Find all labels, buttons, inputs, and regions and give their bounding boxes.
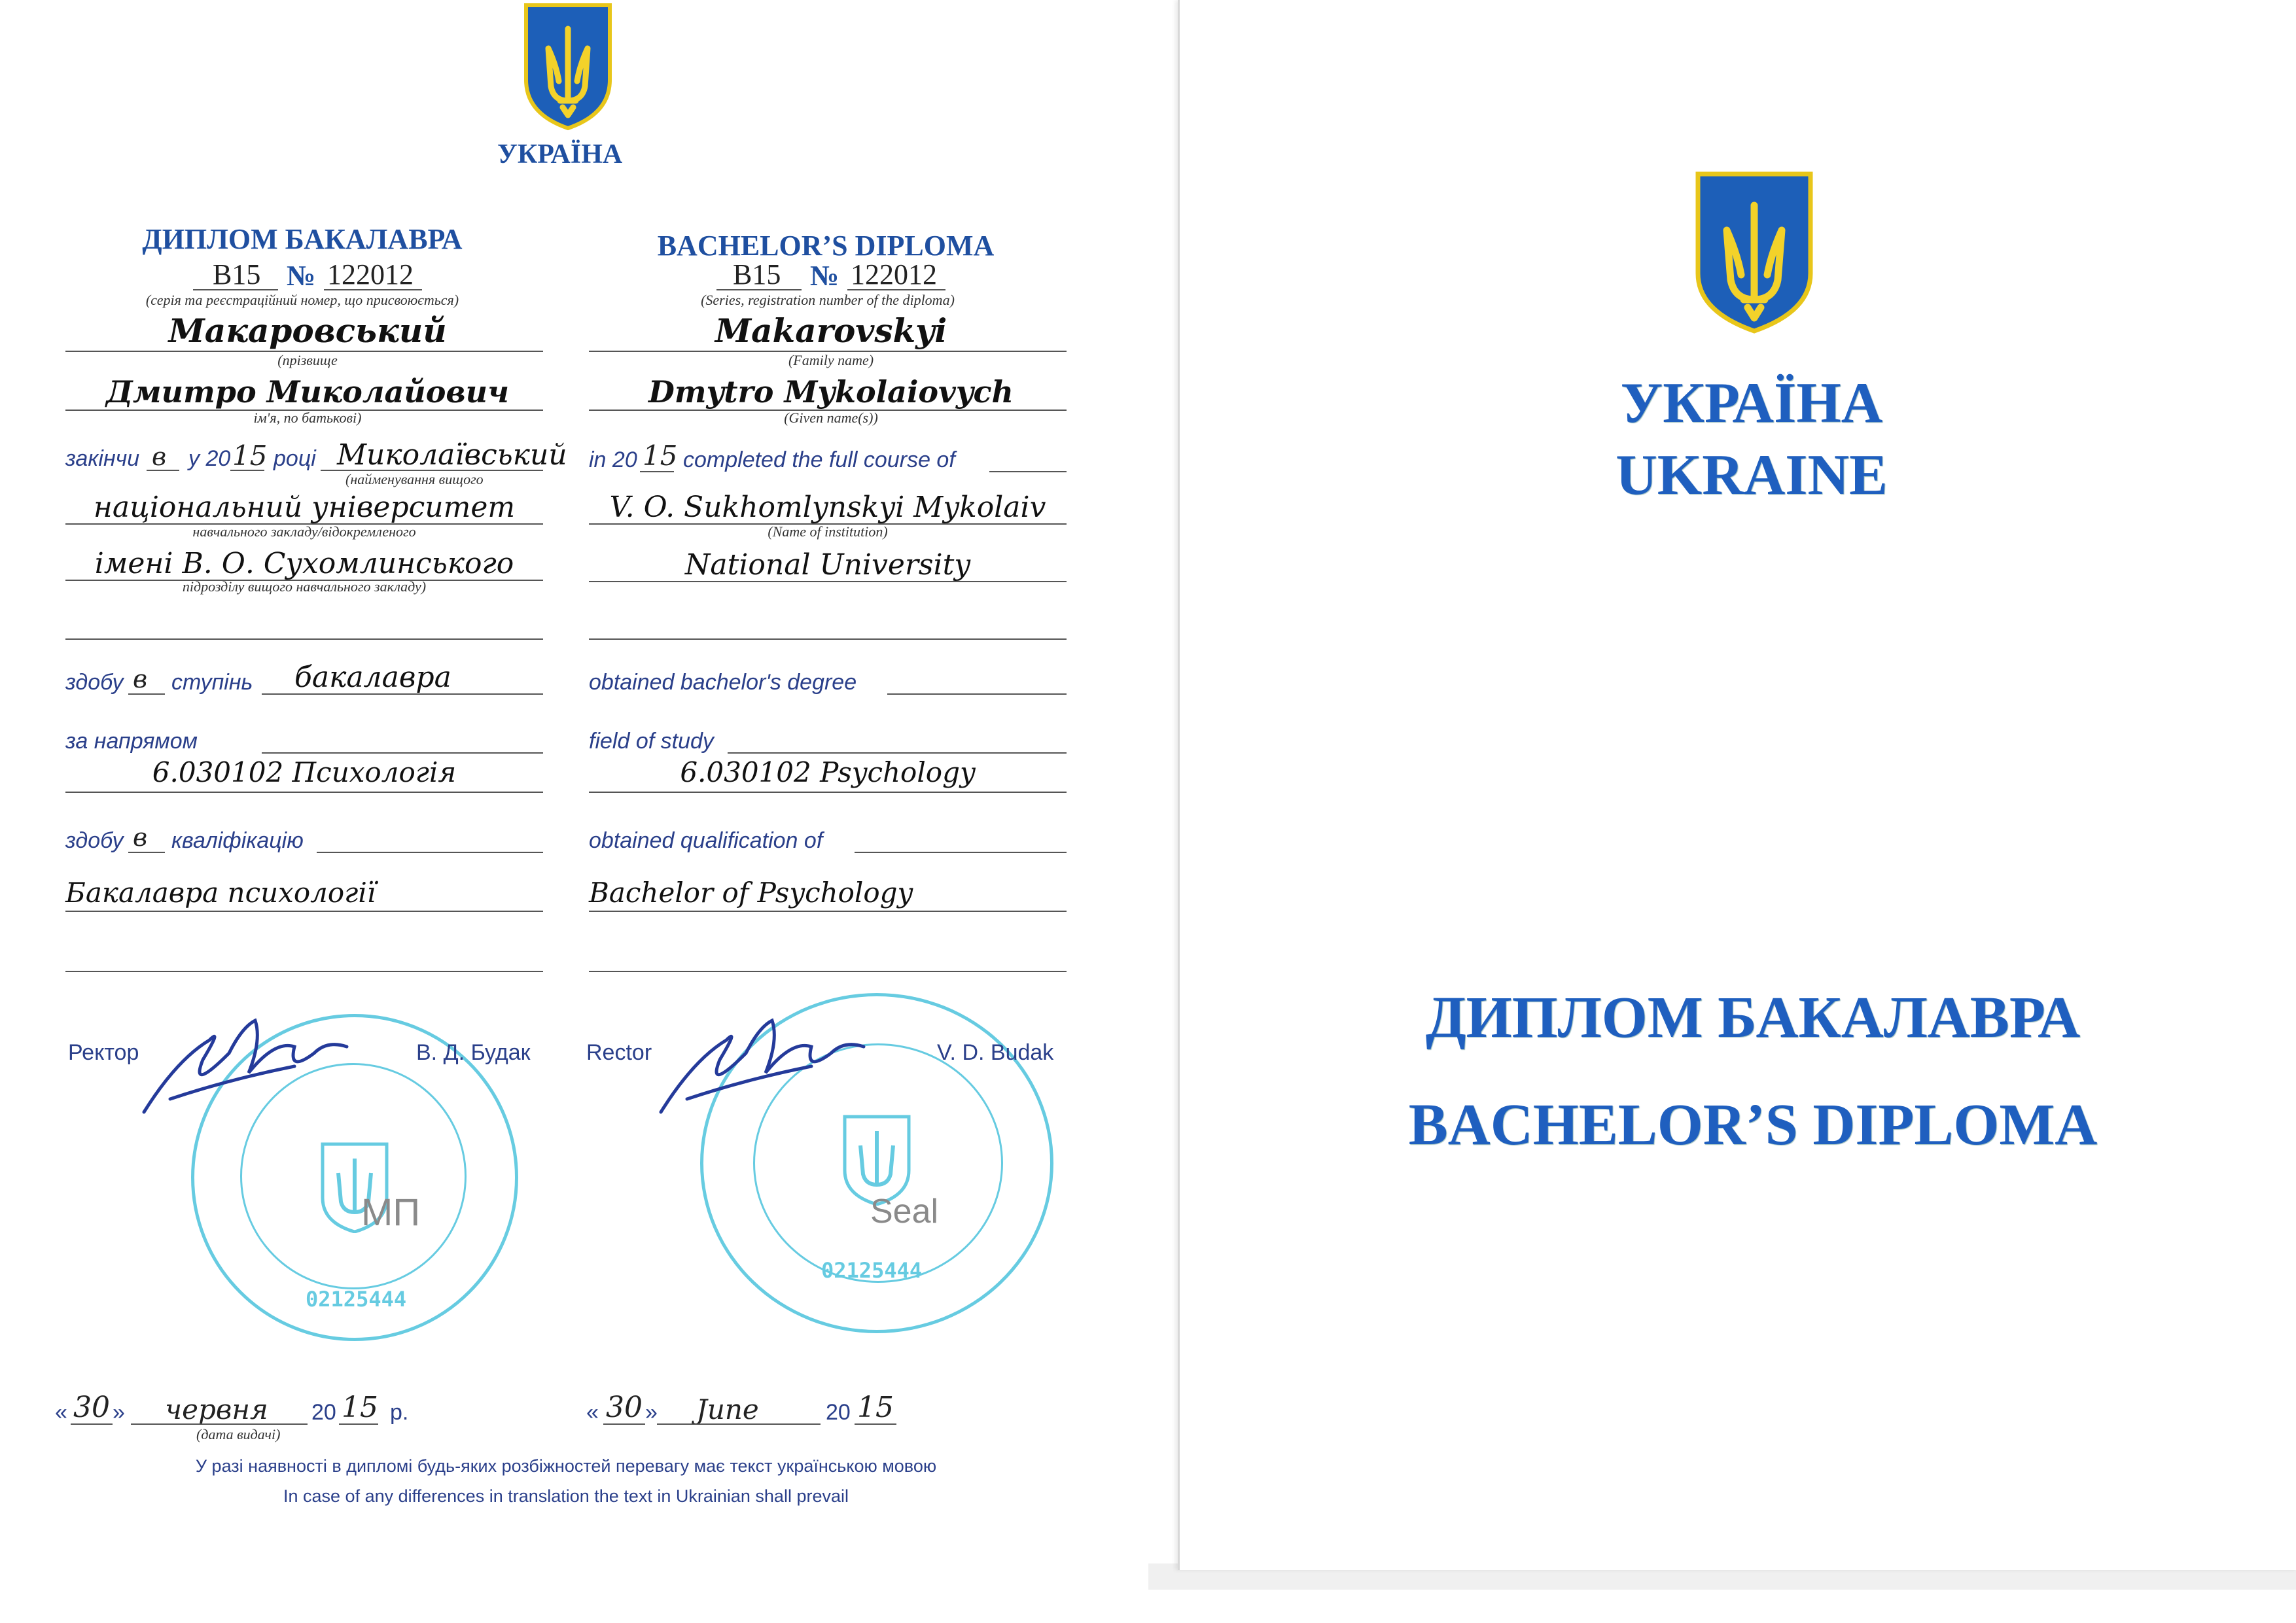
en-family-caption: (Family name) xyxy=(788,352,874,368)
ua-date-suffix: р. xyxy=(390,1400,409,1425)
en-family-name: Makarovskyi xyxy=(715,311,947,350)
coat-of-arms-icon xyxy=(1694,171,1814,334)
en-date-open: « xyxy=(586,1400,599,1425)
ua-degree-value: бакалавра xyxy=(294,661,451,694)
ua-rector-signature xyxy=(131,1001,393,1132)
ua-seal-mark: МП xyxy=(361,1191,421,1234)
ua-series: B15 xyxy=(213,258,261,290)
cover-country-en: UKRAINE xyxy=(1616,444,1888,507)
en-institution-caption: (Name of institution) xyxy=(768,523,888,540)
ua-series-caption: (серія та реєстраційний номер, що присвоюється) xyxy=(145,292,459,308)
cover-title-en: BACHELOR’S DIPLOMA xyxy=(1408,1092,2098,1157)
ua-date-year-prefix: 20 xyxy=(311,1400,336,1425)
ua-number-sign: № xyxy=(287,260,316,292)
en-degree-label: obtained bachelor's degree xyxy=(589,670,857,695)
en-rector-name: V. D. Budak xyxy=(937,1040,1054,1065)
ua-field-value: 6.030102 Психологія xyxy=(152,756,457,788)
en-qualification-label: obtained qualification of xyxy=(589,828,823,853)
ua-completed-in: у 20 xyxy=(188,446,231,471)
ua-field-label: за напрямом xyxy=(65,729,198,754)
en-series: B15 xyxy=(733,258,781,290)
ua-rector-name: В. Д. Будак xyxy=(416,1040,531,1065)
ua-family-caption: (прізвище xyxy=(277,352,338,368)
country-heading: УКРАЇНА xyxy=(497,139,623,169)
footer-note-en: In case of any differences in translation the text in Ukrainian shall prevail xyxy=(283,1486,849,1506)
ua-institution-line-1: Миколаївський xyxy=(337,438,567,472)
en-given-caption: (Given name(s)) xyxy=(784,410,878,426)
en-date-year-prefix: 20 xyxy=(826,1400,851,1425)
ua-institution-line-2: національний університет xyxy=(93,491,516,524)
ua-completed-prefix: закінчи xyxy=(65,446,140,471)
en-institution-line-1: V. O. Sukhomlynskyi Mykolaiv xyxy=(609,491,1046,524)
ua-qualification-label: кваліфікацію xyxy=(171,828,304,853)
ua-completed-suffix: в xyxy=(152,442,167,471)
ua-given-name: Дмитро Миколайович xyxy=(106,374,509,410)
ua-institution-caption-1: (найменування вищого xyxy=(345,471,484,487)
ua-degree-label: ступінь xyxy=(171,670,253,695)
en-completed-suffix: completed the full course of xyxy=(683,447,955,472)
en-date-close: » xyxy=(645,1400,658,1425)
ua-number: 122012 xyxy=(327,258,414,290)
ua-stamp-code: 02125444 xyxy=(306,1287,407,1312)
en-seal-mark: Seal xyxy=(870,1193,939,1230)
en-series-caption: (Series, registration number of the diploma) xyxy=(701,292,955,308)
ua-institution-caption-3: підрозділу вищого навчального закладу) xyxy=(182,578,427,595)
ua-diploma-title: ДИПЛОМ БАКАЛАВРА xyxy=(142,223,463,255)
en-field-value: 6.030102 Psychology xyxy=(680,756,976,788)
en-stamp-code: 02125444 xyxy=(821,1258,923,1283)
ua-rector-label: Ректор xyxy=(68,1040,139,1065)
ua-completed-year: 15 xyxy=(232,440,268,472)
ua-date-close: » xyxy=(113,1400,125,1425)
cover-country-ua: УКРАЇНА xyxy=(1620,372,1883,435)
en-number: 122012 xyxy=(851,258,937,290)
en-given-name: Dmytro Mykolaiovych xyxy=(648,374,1014,410)
ua-qualification-value: Бакалавра психології xyxy=(65,877,376,909)
en-qualification-value: Bachelor of Psychology xyxy=(589,877,913,909)
coat-of-arms-icon xyxy=(522,3,614,131)
en-date-month: June xyxy=(696,1393,759,1425)
en-date-year: 15 xyxy=(857,1391,894,1424)
en-diploma-title: BACHELOR’S DIPLOMA xyxy=(657,230,995,262)
ua-institution-caption-2: навчального закладу/відокремленого xyxy=(192,523,416,540)
en-institution-line-2: National University xyxy=(684,548,971,582)
ua-date-day: 30 xyxy=(73,1391,110,1424)
ua-degree-suffix: в xyxy=(133,665,148,693)
ua-completed-year-word: році xyxy=(274,446,316,471)
ua-degree-prefix: здобу xyxy=(65,670,124,695)
en-rector-label: Rector xyxy=(586,1040,652,1065)
ua-date-caption: (дата видачі) xyxy=(196,1426,281,1442)
footer-note-ua: У разі наявності в дипломі будь-яких розбіжностей перевагу має текст українською мовою xyxy=(195,1456,937,1476)
ua-given-caption: ім'я, по батькові) xyxy=(253,410,362,426)
ua-institution-line-3: імені В. О. Сухомлинського xyxy=(94,547,514,580)
en-field-label: field of study xyxy=(589,729,714,754)
ua-date-year: 15 xyxy=(342,1391,378,1424)
en-number-sign: № xyxy=(810,260,839,292)
en-rector-signature xyxy=(648,1001,910,1132)
ua-qualification-prefix: здобу xyxy=(65,828,124,853)
ua-date-open: « xyxy=(55,1400,67,1425)
en-completed-prefix: in 20 xyxy=(589,447,637,472)
diploma-cover-page xyxy=(1178,0,2296,1570)
ua-family-name: Макаровський xyxy=(168,311,447,350)
cover-title-ua: ДИПЛОМ БАКАЛАВРА xyxy=(1425,985,2081,1050)
en-date-day: 30 xyxy=(606,1391,643,1424)
en-completed-year: 15 xyxy=(643,440,678,472)
ua-date-month: червня xyxy=(165,1393,268,1425)
ua-qualification-suffix: в xyxy=(133,823,148,852)
